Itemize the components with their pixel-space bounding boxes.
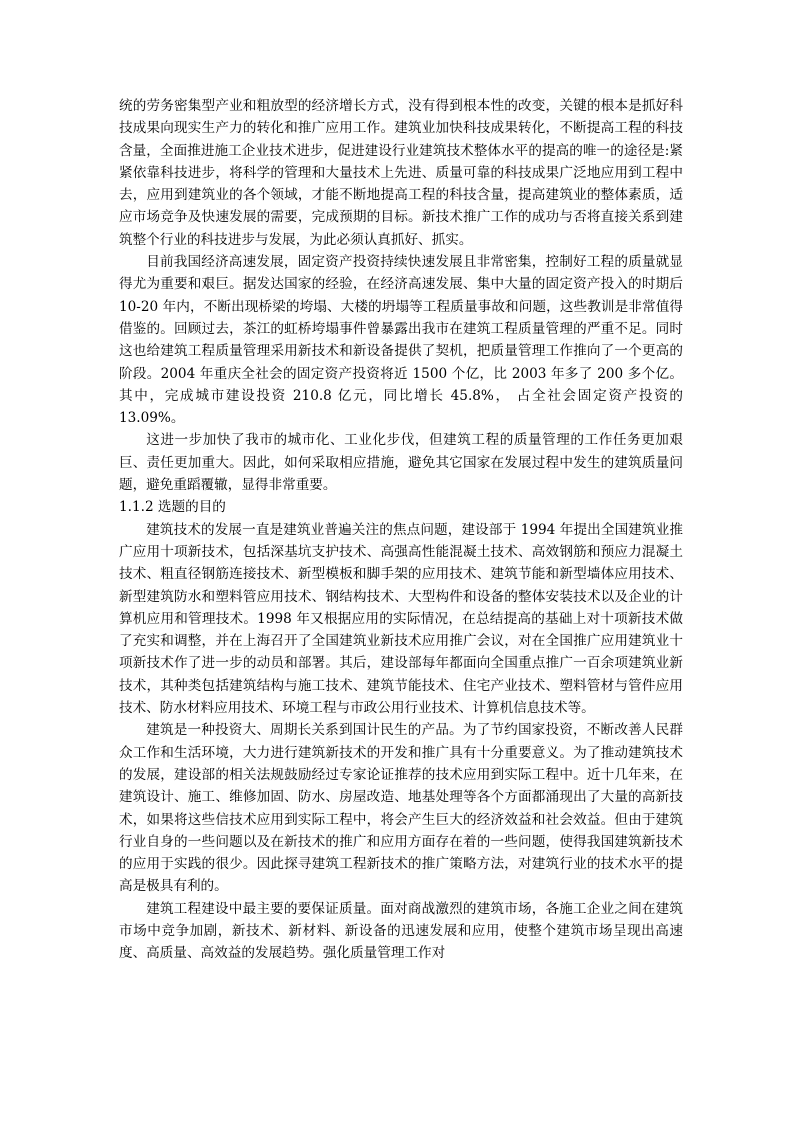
paragraph-quality-assurance: 建筑工程建设中最主要的要保证质量。面对商战激烈的建筑市场，各施工企业之间在建筑市场中竞争加剧，新技术、新材料、新设备的迅速发展和应用，使整个建筑市场呈现出高速度、高质量、高效益的发展趋势。强化质量管理工作对	[119, 900, 683, 962]
paragraph-investment-growth: 目前我国经济高速发展，固定资产投资持续快速发展且非常密集，控制好工程的质量就显得尤为重要和艰巨。据发达国家的经验，在经济高速发展、集中大量的固定资产投入的时期后 10-20 年内，不断出现桥梁的垮塌、大楼的坍塌等工程质量事故和问题，这些教训是非常值得借鉴的。回顾过去，茶江的虹桥垮塌事件曾暴露出我市在建筑工程质量管理的严重不足。同时这也给建筑工程质量管理采用新技术和新设备提供了契机，把质量管理工作推向了一个更高的阶段。2004 年重庆全社会的固定资产投资将近 1500 个亿，比 2003 年多了 200 多个亿。其中，完成城市建设投资 210.8 亿元，同比增长 45.8%， 占全社会固定资产投资的 13.09%。	[119, 254, 683, 427]
section-heading: 1.1.2 选题的目的	[119, 499, 226, 516]
paragraph-investment-importance: 建筑是一种投资大、周期长关系到国计民生的产品。为了节约国家投资，不断改善人民群众工作和生活环境，大力进行建筑新技术的开发和推广具有十分重要意义。为了推动建筑技术的发展，建设部的相关法规鼓励经过专家论证推荐的技术应用到实际工程中。近十几年来，在建筑设计、施工、维修加固、防水、房屋改造、地基处理等各个方面都涌现出了大量的高新技术，如果将这些信技术应用到实际工程中，将会产生巨大的经济效益和社会效益。但由于建筑行业自身的一些问题以及在新技术的推广和应用方面存在着的一些问题，使得我国建筑新技术的应用于实践的很少。因此探寻建筑工程新技术的推广策略方法，对建筑行业的技术水平的提高是极具有利的。	[119, 722, 683, 895]
paragraph-new-technologies: 建筑技术的发展一直是建筑业普遍关注的焦点问题，建设部于 1994 年提出全国建筑业推广应用十项新技术，包括深基坑支护技术、高强高性能混凝土技术、高效钢筋和预应力混凝土技术、粗直径钢筋连接技术、新型模板和脚手架的应用技术、建筑节能和新型墙体应用技术、新型建筑防水和塑料管应用技术、钢结构技术、大型构件和设备的整体安装技术以及企业的计算机应用和管理技术。1998 年又根据应用的实际情况，在总结提高的基础上对十项新技术做了充实和调整，并在上海召开了全国建筑业新技术应用推广会议，对在全国推广应用建筑业十项新技术作了进一步的动员和部署。其后，建设部每年都面向全国重点推广一百余项建筑业新技术，其种类包括建筑结构与施工技术、建筑节能技术、住宅产业技术、塑料管材与管件应用技术、防水材料应用技术、环境工程与市政公用行业技术、计算机信息技术等。	[119, 521, 683, 717]
document-body	[119, 95, 683, 965]
paragraph-quality-responsibility: 这进一步加快了我市的城市化、工业化步伐，但建筑工程的质量管理的工作任务更加艰巨、责任更加重大。因此，如何采取相应措施，避免其它国家在发展过程中发生的建筑质量问题，避免重蹈覆辙，显得非常重要。	[119, 432, 683, 494]
paragraph-continuation: 统的劳务密集型产业和粗放型的经济增长方式，没有得到根本性的改变，关键的根本是抓好科技成果向现实生产力的转化和推广应用工作。建筑业加快科技成果转化，不断提高工程的科技含量，全面推进施工企业技术进步，促进建设行业建筑技术整体水平的提高的唯一的途径是:紧紧依靠科技进步，将科学的管理和大量技术上先进、质量可靠的科技成果广泛地应用到工程中去，应用到建筑业的各个领域，才能不断地提高工程的科技含量，提高建筑业的整体素质，适应市场竞争及快速发展的需要，完成预期的目标。新技术推广工作的成功与否将直接关系到建筑整个行业的科技进步与发展，为此必须认真抓好、抓实。	[119, 98, 683, 248]
